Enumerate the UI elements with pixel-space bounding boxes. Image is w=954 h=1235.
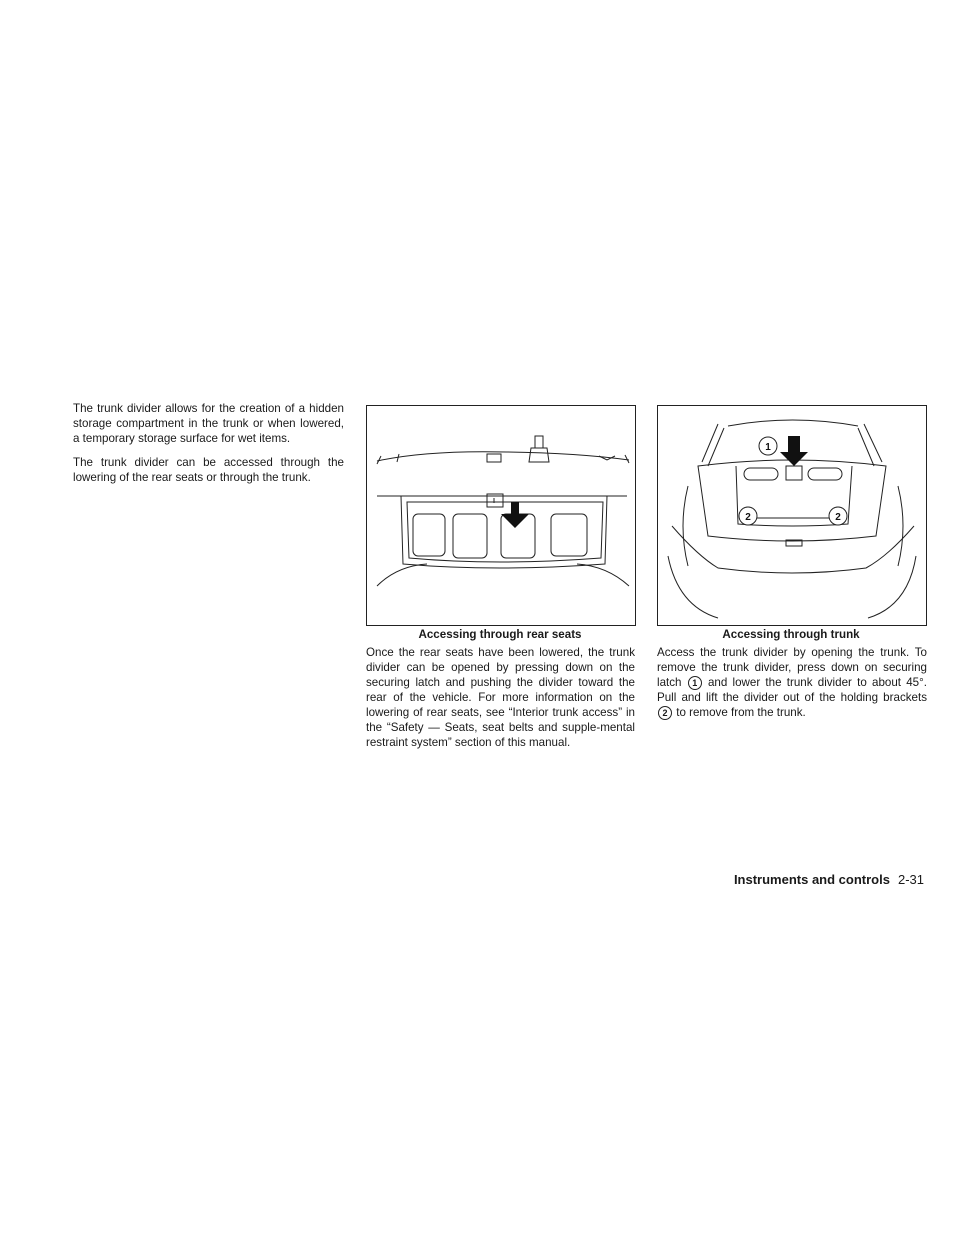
- rear-seats-caption: Accessing through rear seats: [418, 628, 582, 641]
- rear-seats-drawing: [367, 406, 635, 625]
- rear-seats-paragraph: Once the rear seats have been lowered, the trunk divider can be opened by pressing down on the securing latch and pushing the divider toward the rear of the vehicle. For more information on the lowering of rear seats, see “Interior trunk access” in the “Safety — Seats, seat belts and supple-mental restraint system” section of this manual.: [366, 646, 635, 749]
- intro-paragraph-1: The trunk divider allows for the creation of a hidden storage compartment in the trunk or when lowered, a temporary storage surface for wet items.: [73, 402, 344, 445]
- callout-2-right: 2: [835, 512, 841, 523]
- trunk-illustration: [657, 405, 927, 626]
- trunk-drawing: [658, 406, 926, 625]
- trunk-paragraph-part-b: and lower the trunk divider to about 45°. Pull and lift the divider out of the holding brackets: [657, 676, 927, 704]
- trunk-text: [657, 645, 927, 729]
- bracket-callout-badge: 2: [658, 706, 672, 720]
- rear-seats-text: [366, 645, 635, 759]
- page-footer: [734, 872, 924, 887]
- rear-seats-illustration: [366, 405, 636, 626]
- callout-2-left: 2: [745, 512, 751, 523]
- footer-section-title: Instruments and controls: [733, 872, 890, 887]
- callout-1: 1: [765, 442, 771, 453]
- page-number: 2-31: [897, 872, 924, 887]
- trunk-caption: Accessing through trunk: [722, 628, 860, 641]
- trunk-paragraph: [657, 645, 927, 720]
- intro-column: [73, 401, 344, 494]
- intro-paragraph-2: The trunk divider can be accessed through the lowering of the rear seats or through the trunk.: [73, 456, 344, 484]
- trunk-paragraph-part-c: to remove from the trunk.: [676, 706, 806, 719]
- latch-callout-badge: 1: [688, 676, 702, 690]
- trunk-paragraph-part-a: Access the trunk divider by opening the trunk. To remove the trunk divider, press down on securing latch: [657, 646, 927, 689]
